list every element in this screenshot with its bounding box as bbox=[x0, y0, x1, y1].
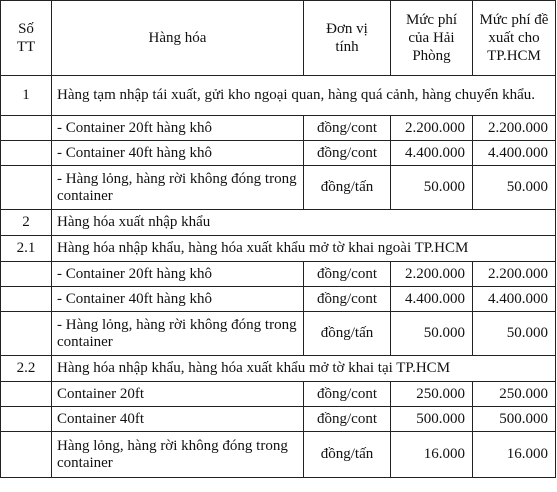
unit-cell: đồng/cont bbox=[304, 382, 391, 407]
goods-cell: Container 20ft bbox=[52, 382, 304, 407]
fee-haiphong-cell: 250.000 bbox=[391, 382, 473, 407]
group-title: Hàng hóa nhập khẩu, hàng hóa xuất khẩu mở tờ khai tại TP.HCM bbox=[52, 356, 556, 382]
header-fee-hcm: Mức phí đề xuất cho TP.HCM bbox=[473, 1, 556, 76]
fee-hcm-cell: 16.000 bbox=[473, 432, 556, 478]
group-row-2 bbox=[1, 210, 556, 236]
fee-hcm-cell: 500.000 bbox=[473, 407, 556, 432]
table-row bbox=[1, 287, 556, 312]
unit-cell: đồng/cont bbox=[304, 141, 391, 166]
goods-cell: - Container 40ft hàng khô bbox=[52, 287, 304, 312]
stt-cell: 2 bbox=[1, 210, 52, 236]
fee-hcm-cell: 2.200.000 bbox=[473, 116, 556, 141]
table-row bbox=[1, 116, 556, 141]
unit-cell: đồng/cont bbox=[304, 407, 391, 432]
goods-cell: Hàng lỏng, hàng rời không đóng trong container bbox=[52, 432, 304, 478]
goods-cell: - Hàng lỏng, hàng rời không đóng trong container bbox=[52, 312, 304, 356]
table-row bbox=[1, 407, 556, 432]
unit-cell: đồng/cont bbox=[304, 287, 391, 312]
group-row-2-2 bbox=[1, 356, 556, 382]
header-unit: Đơn vị tính bbox=[304, 1, 391, 76]
fee-hcm-cell: 4.400.000 bbox=[473, 287, 556, 312]
goods-cell: - Hàng lỏng, hàng rời không đóng trong container bbox=[52, 166, 304, 210]
stt-cell: 2.1 bbox=[1, 236, 52, 262]
table-row bbox=[1, 262, 556, 287]
group-title: Hàng hóa xuất nhập khẩu bbox=[52, 210, 556, 236]
unit-cell: đồng/tấn bbox=[304, 166, 391, 210]
group-title: Hàng hóa nhập khẩu, hàng hóa xuất khẩu mở tờ khai ngoài TP.HCM bbox=[52, 236, 556, 262]
unit-cell: đồng/tấn bbox=[304, 432, 391, 478]
unit-cell: đồng/cont bbox=[304, 116, 391, 141]
header-fee-haiphong: Mức phí của Hải Phòng bbox=[391, 1, 473, 76]
stt-cell: 1 bbox=[1, 76, 52, 116]
goods-cell: - Container 40ft hàng khô bbox=[52, 141, 304, 166]
fee-haiphong-cell: 2.200.000 bbox=[391, 116, 473, 141]
header-row bbox=[1, 1, 556, 76]
fee-haiphong-cell: 2.200.000 bbox=[391, 262, 473, 287]
unit-cell: đồng/cont bbox=[304, 262, 391, 287]
group-title: Hàng tạm nhập tái xuất, gửi kho ngoại quan, hàng quá cảnh, hàng chuyển khẩu. bbox=[52, 76, 556, 116]
goods-cell: Container 40ft bbox=[52, 407, 304, 432]
unit-cell: đồng/tấn bbox=[304, 312, 391, 356]
header-stt: Số TT bbox=[1, 1, 52, 76]
goods-cell: - Container 20ft hàng khô bbox=[52, 116, 304, 141]
fee-haiphong-cell: 50.000 bbox=[391, 312, 473, 356]
fee-haiphong-cell: 4.400.000 bbox=[391, 141, 473, 166]
fee-hcm-cell: 50.000 bbox=[473, 312, 556, 356]
fee-haiphong-cell: 500.000 bbox=[391, 407, 473, 432]
fee-haiphong-cell: 50.000 bbox=[391, 166, 473, 210]
group-row-1 bbox=[1, 76, 556, 116]
group-row-2-1 bbox=[1, 236, 556, 262]
table-row bbox=[1, 141, 556, 166]
fee-hcm-cell: 2.200.000 bbox=[473, 262, 556, 287]
stt-cell: 2.2 bbox=[1, 356, 52, 382]
goods-cell: - Container 20ft hàng khô bbox=[52, 262, 304, 287]
header-goods: Hàng hóa bbox=[52, 1, 304, 76]
table-row bbox=[1, 166, 556, 210]
fee-hcm-cell: 50.000 bbox=[473, 166, 556, 210]
fee-haiphong-cell: 4.400.000 bbox=[391, 287, 473, 312]
fee-haiphong-cell: 16.000 bbox=[391, 432, 473, 478]
fee-hcm-cell: 250.000 bbox=[473, 382, 556, 407]
table-row bbox=[1, 382, 556, 407]
fee-hcm-cell: 4.400.000 bbox=[473, 141, 556, 166]
table-row bbox=[1, 312, 556, 356]
table-row bbox=[1, 432, 556, 478]
